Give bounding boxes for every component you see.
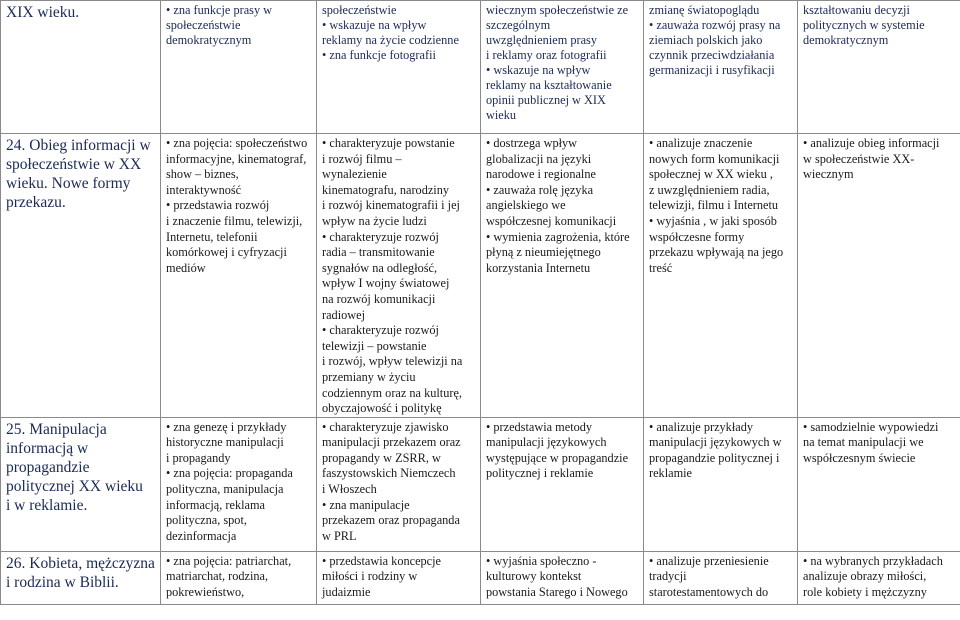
cell-text-line: wiecznym: [803, 167, 854, 182]
cell-text-line: i w reklamie.: [6, 496, 88, 514]
cell-text-line: pokrewieństwo,: [166, 584, 245, 599]
cell-text-line: angielskiego we: [486, 198, 566, 213]
cell-text-line: informacyjne, kinematograf,: [166, 151, 307, 166]
cell-text-line: • zauważa rozwój prasy na: [649, 18, 781, 32]
cell-text-line: • zna pojęcia: propaganda: [166, 466, 293, 481]
cell-text-line: interaktywność: [166, 182, 242, 197]
cell-text-line: telewizji, filmu i Internetu: [649, 198, 779, 213]
cell-text-line: • zna manipulacje: [322, 497, 410, 512]
cell-text-line: na temat manipulacji we: [803, 435, 924, 450]
cell-text-line: manipulacji językowych: [486, 435, 607, 450]
cell-text-line: faszystowskich Niemczech: [322, 466, 456, 481]
cell-text-line: powstania Starego i Nowego: [486, 584, 628, 599]
cell-text-line: • charakteryzuje powstanie: [322, 136, 455, 150]
cell-text-line: społeczeństwie: [166, 18, 241, 32]
cell-text-line: w PRL: [322, 528, 357, 543]
table-row: [1, 551, 960, 604]
cell-text-line: politycznej i reklamie: [486, 466, 594, 481]
requirement-cell: [798, 551, 960, 604]
cell-text-line: wiecznym społeczeństwie ze: [486, 3, 629, 17]
cell-text-line: Internetu, telefonii: [166, 229, 258, 244]
cell-text-line: show – biznes,: [166, 167, 239, 182]
cell-text-line: kształtowaniu decyzji: [803, 3, 910, 17]
cell-text-line: i reklamy oraz fotografii: [486, 48, 607, 62]
cell-text-line: informacją w: [6, 439, 89, 457]
cell-text-line: propagandzie politycznej i: [649, 450, 780, 465]
cell-text-line: starotestamentowych do: [649, 584, 769, 599]
cell-text-line: • wyjaśnia społeczno -: [486, 553, 597, 568]
requirement-cell: [317, 1, 481, 134]
table-row: [1, 1, 960, 134]
cell-text-line: germanizacji i rusyfikacji: [649, 63, 775, 77]
cell-text-line: • zauważa rolę języka: [486, 182, 594, 197]
cell-text-line: codziennym oraz na kulturę,: [322, 385, 462, 400]
cell-text-line: wieku. Nowe formy: [6, 175, 131, 192]
cell-text-line: manipulacji przekazem oraz: [322, 435, 461, 450]
cell-text-line: szczególnym: [486, 18, 551, 32]
cell-text-line: • zna pojęcia: społeczeństwo: [166, 136, 308, 150]
requirement-cell: [481, 551, 644, 604]
requirement-cell: [798, 417, 960, 551]
cell-text-line: przekazu.: [6, 194, 66, 211]
cell-text-line: • charakteryzuje rozwój: [322, 323, 439, 338]
cell-text-line: manipulacji językowych w: [649, 435, 782, 450]
cell-text-line: analizuje obrazy miłości,: [803, 569, 927, 584]
cell-text-line: reklamy na życie codzienne: [322, 33, 459, 47]
cell-text-line: współczesnym świecie: [803, 450, 916, 465]
cell-text-line: judaizmie: [322, 584, 371, 599]
cell-text-line: • przedstawia koncepcje: [322, 553, 442, 568]
cell-text-line: przekazu wpływają na jego: [649, 245, 784, 260]
cell-text-line: demokratycznym: [166, 33, 252, 47]
cell-text-line: wynalezienie: [322, 167, 387, 182]
topic-cell: [1, 551, 161, 604]
cell-text-line: nowych form komunikacji: [649, 151, 780, 166]
requirement-cell: [798, 1, 960, 134]
table-body: [1, 1, 960, 605]
cell-text-line: z uwzględnieniem radia,: [649, 182, 770, 197]
cell-text-line: XIX wieku.: [6, 4, 80, 21]
cell-text-line: i Włoszech: [322, 482, 377, 497]
cell-text-line: wieku: [486, 108, 517, 122]
cell-text-line: i rozwój, wpływ telewizji na: [322, 354, 463, 369]
cell-text-line: telewizji – powstanie: [322, 338, 427, 353]
cell-text-line: • zna pojęcia: patriarchat,: [166, 553, 292, 568]
cell-text-line: wpływ I wojny światowej: [322, 276, 450, 291]
cell-text-line: wpływ na życie ludzi: [322, 213, 427, 228]
requirement-cell: [161, 551, 317, 604]
cell-text-line: społecznej w XX wieku ,: [649, 167, 773, 182]
cell-text-line: opinii publicznej w XIX: [486, 93, 606, 107]
cell-text-line: obyczajowość i politykę: [322, 401, 442, 416]
cell-text-line: reklamy na kształtowanie: [486, 78, 612, 92]
cell-text-line: czynnik przeciwdziałania: [649, 48, 775, 62]
requirement-cell: [481, 417, 644, 551]
cell-text-line: • na wybranych przykładach: [803, 553, 943, 568]
cell-text-line: • przedstawia metody: [486, 419, 593, 434]
cell-text-line: • zna genezę i przykłady: [166, 419, 287, 434]
cell-text-line: współczesne formy: [649, 229, 745, 244]
cell-text-line: informacją, reklama: [166, 497, 266, 512]
cell-text-line: role kobiety i mężczyzny: [803, 584, 927, 599]
table-row: [1, 134, 960, 418]
cell-text-line: • charakteryzuje rozwój: [322, 229, 439, 244]
cell-text-line: narodowe i regionalne: [486, 167, 596, 182]
cell-text-line: • wymienia zagrożenia, które: [486, 229, 630, 244]
cell-text-line: politycznej XX wieku: [6, 477, 143, 495]
cell-text-line: przemiany w życiu: [322, 369, 416, 384]
cell-text-line: • samodzielnie wypowiedzi: [803, 419, 939, 434]
cell-text-line: globalizacji na języki: [486, 151, 592, 166]
cell-text-line: • analizuje znaczenie: [649, 136, 753, 150]
cell-text-line: • analizuje przykłady: [649, 419, 754, 434]
requirement-cell: [644, 551, 798, 604]
requirement-cell: [798, 134, 960, 418]
cell-text-line: i znaczenie filmu, telewizji,: [166, 213, 303, 228]
cell-text-line: miłości i rodziny w: [322, 569, 418, 584]
cell-text-line: i rozwój kinematografii i jej: [322, 198, 460, 213]
cell-text-line: uwzględnieniem prasy: [486, 33, 597, 47]
cell-text-line: treść: [649, 260, 673, 275]
cell-text-line: • dostrzega wpływ: [486, 136, 578, 150]
cell-text-line: • zna funkcje prasy w: [166, 3, 273, 17]
cell-text-line: przekazem oraz propaganda: [322, 513, 460, 528]
cell-text-line: w społeczeństwie XX-: [803, 151, 915, 166]
cell-text-line: kulturowy kontekst: [486, 569, 582, 584]
cell-text-line: propagandy w ZSRR, w: [322, 450, 441, 465]
requirement-cell: [161, 134, 317, 418]
cell-text-line: demokratycznym: [803, 33, 889, 47]
cell-text-line: • charakteryzuje zjawisko: [322, 419, 449, 434]
cell-text-line: matriarchat, rodzina,: [166, 569, 269, 584]
cell-text-line: mediów: [166, 260, 206, 275]
cell-text-line: 25. Manipulacja: [6, 420, 107, 438]
cell-text-line: występujące w propagandzie: [486, 450, 629, 465]
cell-text-line: komórkowej i cyfryzacji: [166, 245, 287, 260]
cell-text-line: polityczna, manipulacja: [166, 482, 284, 497]
cell-text-line: polityczna, spot,: [166, 513, 247, 528]
cell-text-line: na rozwój komunikacji: [322, 291, 436, 306]
topic-cell: [1, 417, 161, 551]
cell-text-line: i rozwój filmu –: [322, 151, 402, 166]
cell-text-line: zmianę światopoglądu: [649, 3, 760, 17]
cell-text-line: ziemiach polskich jako: [649, 33, 763, 47]
requirement-cell: [317, 134, 481, 418]
cell-text-line: społeczeństwie: [322, 3, 397, 17]
requirement-cell: [481, 1, 644, 134]
requirement-cell: [317, 417, 481, 551]
cell-text-line: 26. Kobieta, mężczyzna: [6, 554, 155, 572]
requirement-cell: [317, 551, 481, 604]
cell-text-line: sygnałów na odległość,: [322, 260, 438, 275]
cell-text-line: • wyjaśnia , w jaki sposób: [649, 213, 777, 228]
cell-text-line: politycznych w systemie: [803, 18, 925, 32]
cell-text-line: • analizuje obieg informacji: [803, 136, 940, 150]
table-row: [1, 417, 960, 551]
cell-text-line: tradycji: [649, 569, 687, 584]
cell-text-line: propagandzie: [6, 458, 90, 476]
cell-text-line: współczesnej komunikacji: [486, 213, 617, 228]
cell-text-line: korzystania Internetu: [486, 260, 591, 275]
requirement-cell: [161, 417, 317, 551]
cell-text-line: radia – transmitowanie: [322, 245, 435, 260]
requirement-cell: [644, 417, 798, 551]
cell-text-line: • przedstawia rozwój: [166, 198, 270, 213]
topic-cell: [1, 134, 161, 418]
cell-text-line: • wskazuje na wpływ: [486, 63, 591, 77]
cell-text-line: płyną z nieumiejętnego: [486, 245, 601, 260]
cell-text-line: • analizuje przeniesienie: [649, 553, 769, 568]
cell-text-line: • zna funkcje fotografii: [322, 48, 436, 62]
requirement-cell: [644, 1, 798, 134]
cell-text-line: kinematografu, narodziny: [322, 182, 450, 197]
cell-text-line: radiowej: [322, 307, 366, 322]
cell-text-line: i rodzina w Biblii.: [6, 573, 119, 591]
cell-text-line: dezinformacja: [166, 528, 237, 543]
requirement-cell: [161, 1, 317, 134]
requirement-cell: [481, 134, 644, 418]
topic-cell: [1, 1, 161, 134]
cell-text-line: reklamie: [649, 466, 693, 481]
cell-text-line: 24. Obieg informacji w: [6, 137, 151, 154]
cell-text-line: historyczne manipulacji: [166, 435, 284, 450]
cell-text-line: • wskazuje na wpływ: [322, 18, 427, 32]
cell-text-line: społeczeństwie w XX: [6, 156, 142, 173]
requirement-cell: [644, 134, 798, 418]
cell-text-line: i propagandy: [166, 450, 231, 465]
